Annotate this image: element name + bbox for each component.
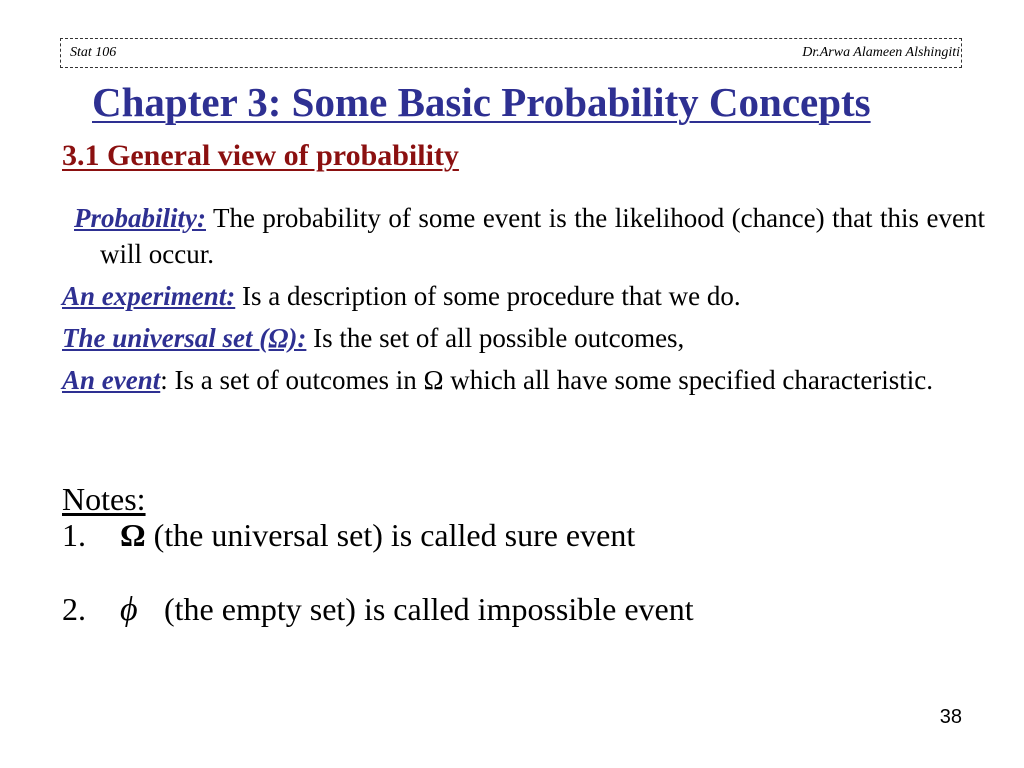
header-course: Stat 106 <box>70 45 117 60</box>
definition-probability <box>62 200 985 272</box>
definition-term: An event <box>62 365 161 395</box>
definition-term: Probability: <box>74 203 206 233</box>
definition-text: Is a description of some procedure that we do. <box>235 281 741 311</box>
definition-experiment <box>62 278 985 314</box>
note-text: (the empty set) is called impossible event <box>156 591 694 627</box>
note-item <box>62 516 635 554</box>
header-author: Dr.Arwa Alameen Alshingiti <box>802 45 960 60</box>
note-item <box>62 590 694 629</box>
definition-term: An experiment: <box>62 281 236 311</box>
note-number: 2. <box>62 591 86 627</box>
page-number: 38 <box>939 706 962 728</box>
notes-block <box>62 480 694 628</box>
definition-text: : Is a set of outcomes in Ω which all have some specified characteristic. <box>160 365 934 395</box>
omega-symbol: Ω <box>120 517 146 553</box>
slide-title: Chapter 3: Some Basic Probability Concepts <box>92 79 871 125</box>
notes-title: Notes: <box>62 481 146 517</box>
definition-term: The universal set (Ω): <box>62 323 307 353</box>
phi-symbol: ϕ <box>120 591 138 628</box>
definitions-list <box>62 200 985 404</box>
note-number: 1. <box>62 517 86 553</box>
section-heading: 3.1 General view of probability <box>62 139 459 172</box>
note-text: (the universal set) is called sure event <box>145 517 636 553</box>
definition-text: The probability of some event is the likelihood (chance) that this event will occur. <box>100 203 985 269</box>
definition-event <box>62 362 985 398</box>
definition-text: Is the set of all possible outcomes, <box>306 323 685 353</box>
definition-universal-set <box>62 320 985 356</box>
